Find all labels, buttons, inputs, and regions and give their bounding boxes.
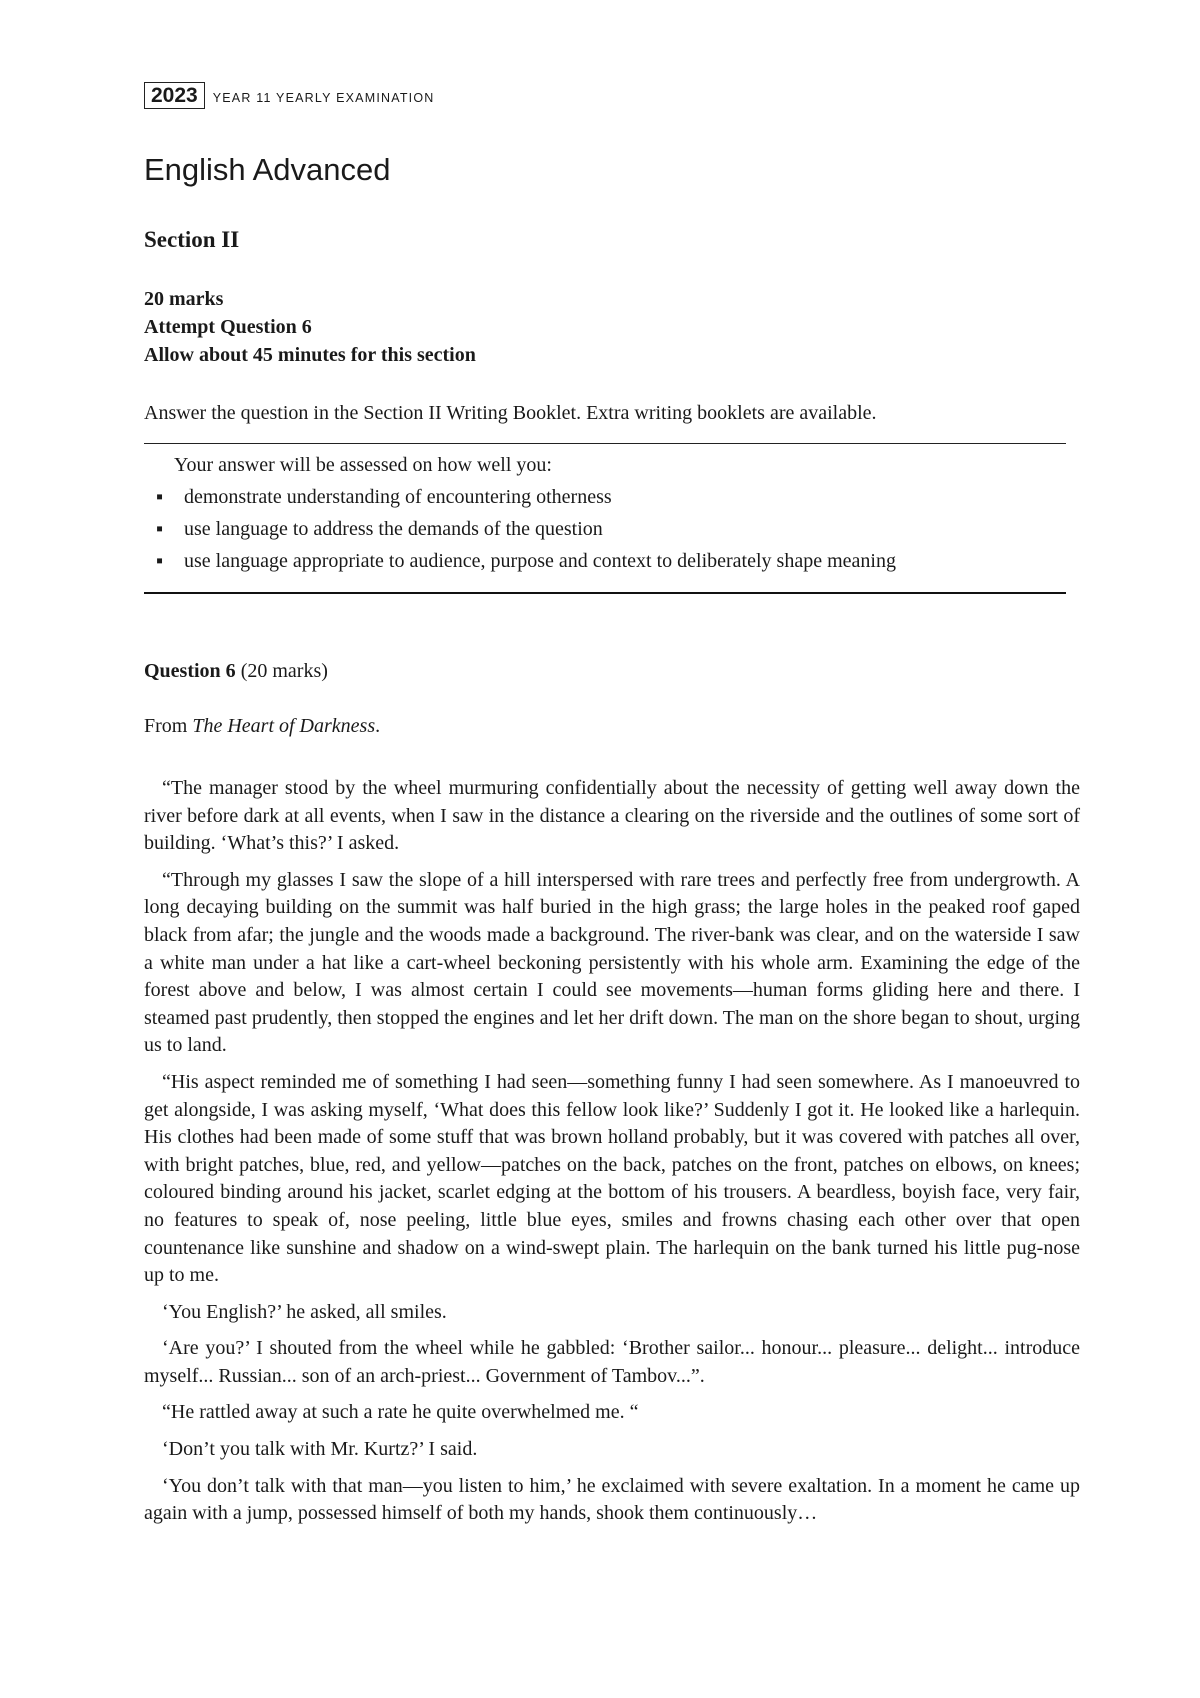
section-marks: 20 marks: [144, 288, 224, 310]
question-marks: (20 marks): [240, 660, 328, 682]
passage: [144, 775, 1080, 1537]
bullet-icon: ▪: [156, 550, 164, 572]
bullet-icon: ▪: [156, 486, 164, 508]
section-title: Section II: [144, 227, 240, 252]
source-line: [144, 713, 380, 739]
passage-paragraph: “His aspect reminded me of something I had seen—something funny I had seen somewhere. As I manoeuvred to get alongside, I was asking myself, ‘What does this fellow look like?’ Suddenly I got it. He looked like a harlequin. His clothes had been made of some stuff that was brown holland probably, but it was covered with patches all over, with bright patches, blue, red, and yellow—patches on the back, patches on the front, patches on elbows, on knees; coloured binding around his jacket, scarlet edging at the bottom of his trousers. A beardless, boyish face, very fair, no features to speak of, nose peeling, little blue eyes, smiles and frowns chasing each other over that open countenance like sunshine and shadow on a wind-swept plain. The harlequin on the bank turned his little pug-nose up to me.: [144, 1070, 1080, 1287]
source-title: The Heart of Darkness: [192, 715, 376, 737]
passage-paragraph: ‘Don’t you talk with Mr. Kurtz?’ I said.: [162, 1438, 478, 1461]
exam-header: [144, 82, 435, 109]
section-attempt: Attempt Question 6: [144, 316, 312, 338]
passage-paragraph: “The manager stood by the wheel murmuring confidentially about the necessity of getting well away down the river before dark at all events, when I saw in the distance a clearing on the riverside and the outlines of some sort of building. ‘What’s this?’ I asked.: [144, 777, 1080, 855]
criteria-intro: Your answer will be assessed on how well you:: [174, 454, 552, 476]
section-time: Allow about 45 minutes for this section: [144, 344, 476, 366]
assessment-criteria-box: [144, 443, 1066, 594]
source-prefix: From: [144, 715, 193, 737]
passage-paragraph: ‘You English?’ he asked, all smiles.: [162, 1300, 447, 1323]
passage-paragraph: “He rattled away at such a rate he quite overwhelmed me. “: [162, 1401, 639, 1424]
passage-paragraph: ‘Are you?’ I shouted from the wheel while he gabbled: ‘Brother sailor... honour... pleasure... delight... introduce myself... Russian... son of an arch-priest... Government of Tambov...”.: [144, 1337, 1080, 1387]
answer-instruction: Answer the question in the Section II Writing Booklet. Extra writing booklets are available.: [144, 402, 877, 424]
section-info: [144, 285, 476, 369]
exam-year: 2023: [144, 82, 205, 109]
question-heading: [144, 658, 328, 684]
criteria-list: [144, 484, 1066, 574]
passage-paragraph: ‘You don’t talk with that man—you listen to him,’ he exclaimed with severe exaltation. In a moment he came up again with a jump, possessed himself of both my hands, shook them continuously…: [144, 1474, 1080, 1525]
criteria-text: use language to address the demands of the question: [184, 518, 603, 540]
bullet-icon: ▪: [156, 518, 164, 540]
criteria-item: [144, 484, 1066, 510]
passage-paragraph: “Through my glasses I saw the slope of a hill interspersed with rare trees and perfectly free from undergrowth. A long decaying building on the summit was half buried in the high grass; the large holes in the peaked roof gaped black from afar; the jungle and the woods made a background. The river-bank was clear, and on the waterside I saw a white man under a hat like a cart-wheel beckoning persistently with his whole arm. Examining the edge of the forest above and below, I was almost certain I could see movements—human forms gliding here and there. I steamed past prudently, then stopped the engines and let her drift down. The man on the shore began to shout, urging us to land.: [144, 868, 1080, 1057]
criteria-item: [144, 516, 1066, 542]
question-label: Question 6: [144, 660, 236, 682]
criteria-text: use language appropriate to audience, purpose and context to deliberately shape meaning: [184, 550, 896, 572]
source-suffix: .: [375, 715, 381, 737]
exam-label: YEAR 11 YEARLY EXAMINATION: [212, 91, 435, 105]
subject-title: English Advanced: [144, 152, 391, 187]
criteria-text: demonstrate understanding of encountering otherness: [184, 486, 612, 508]
criteria-item: [144, 548, 1066, 574]
